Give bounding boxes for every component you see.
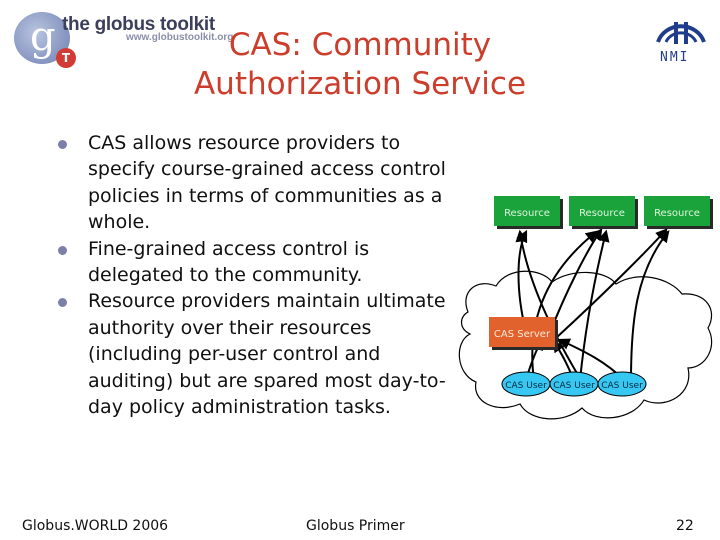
bullet-text: Resource providers maintain ultimate authority over their resources (including per-user control and auditing) but are spared most day-to-day policy administration tasks. <box>88 290 446 419</box>
globus-g-icon: g <box>14 12 70 64</box>
resource-box <box>644 196 713 229</box>
svg-text:CAS User: CAS User <box>553 381 595 391</box>
svg-text:CAS User: CAS User <box>505 381 547 391</box>
svg-text:Resource: Resource <box>579 208 625 219</box>
logo-title: the globus toolkit <box>62 14 215 35</box>
nmi-arc-icon <box>652 12 710 48</box>
nmi-logo <box>652 12 710 66</box>
svg-text:CAS Server: CAS Server <box>493 329 551 340</box>
bullet-item <box>56 130 456 236</box>
cas-server-box <box>489 317 558 350</box>
bullet-text: CAS allows resource providers to specify course-grained access control policies in terms of communities as a whole. <box>88 132 446 234</box>
cas-user-ellipse <box>550 372 598 396</box>
bullet-dot-icon <box>58 298 67 307</box>
svg-text:Resource: Resource <box>504 208 550 219</box>
cas-diagram <box>456 182 720 432</box>
resource-box <box>494 196 563 229</box>
title-line-2: Authorization Service <box>193 66 527 102</box>
bullet-text: Fine-grained access control is delegated to the community. <box>88 237 370 287</box>
title-line-1: CAS: Community <box>228 27 492 63</box>
slide-title <box>160 26 560 104</box>
footer-center: Globus Primer <box>306 518 405 534</box>
svg-text:Resource: Resource <box>654 208 700 219</box>
bullet-item <box>56 288 456 420</box>
bullet-list <box>56 130 456 420</box>
footer-left: Globus.WORLD 2006 <box>22 518 169 534</box>
logo-url: www.globustoolkit.org <box>126 32 234 43</box>
cas-user-ellipse <box>502 372 550 396</box>
resource-box <box>569 196 638 229</box>
bullet-dot-icon <box>58 246 67 255</box>
globus-t-icon: T <box>56 48 76 68</box>
cas-user-ellipse <box>598 372 646 396</box>
bullet-dot-icon <box>58 140 67 149</box>
svg-text:CAS User: CAS User <box>601 381 643 391</box>
nmi-label: NMI <box>660 50 690 65</box>
bullet-item <box>56 236 456 289</box>
page-number: 22 <box>676 518 694 534</box>
